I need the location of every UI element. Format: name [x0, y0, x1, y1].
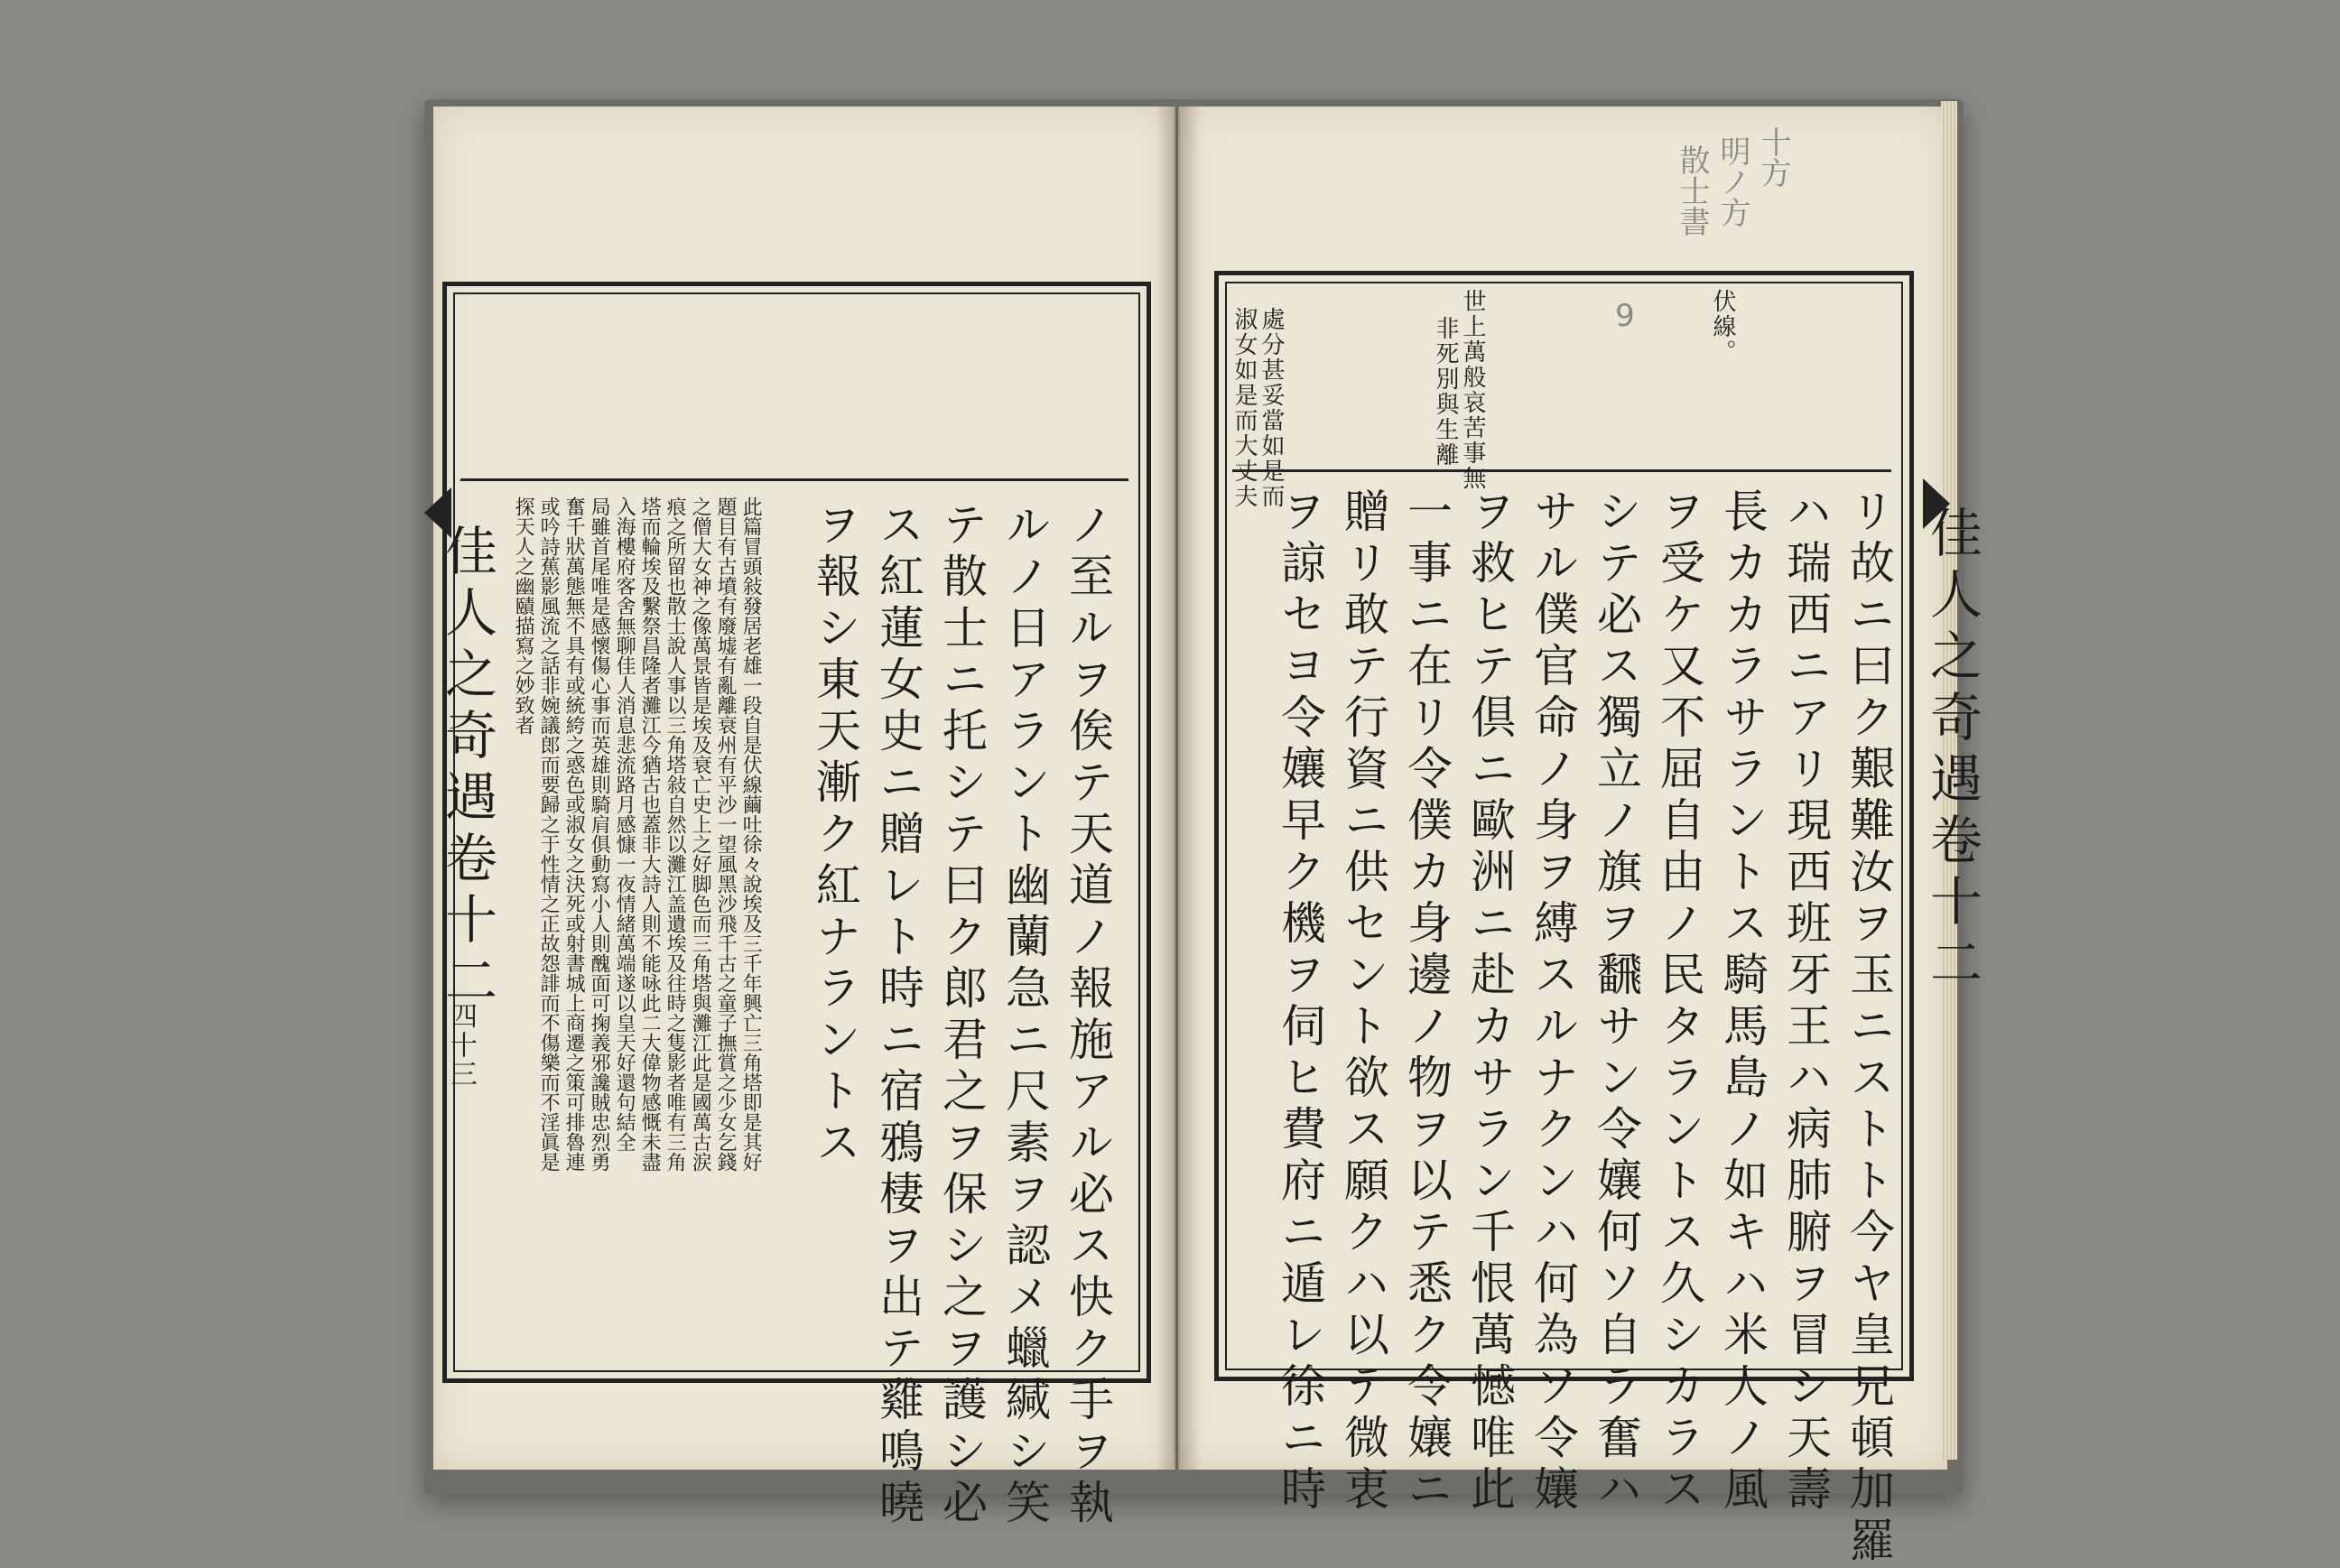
- left-commentary-col-9: 或吟詩蕉影風流之話非婉議郎而要歸之于性情之正故怨誹而不傷樂而不淫眞是: [537, 496, 561, 1172]
- left-commentary-col-2: 題目有古墳有廢墟有亂離衰州有平沙一望風黑沙飛千古之童子撫賞之少女乞錢: [714, 496, 738, 1172]
- right-head-note-1: 伏線。: [1709, 289, 1736, 365]
- left-main-col-1: ノ至ルヲ俟テ天道ノ報施アル必ス快ク手ヲ執: [1062, 501, 1114, 1530]
- right-main-col-8: 一事ニ在リ令僕カ身邊ノ物ヲ以テ悉ク令孃ニ: [1400, 487, 1453, 1517]
- left-commentary-col-4: 痕之所留也散士說人事以三角塔敍自然以灘江盖遺埃及往時之隻影者唯有三角: [664, 496, 687, 1172]
- pencil-note-2: 明ノ方: [1714, 135, 1750, 227]
- left-folio: 四十三: [445, 1002, 477, 1089]
- left-commentary-col-7: 局雖首尾唯是感懷傷心事而英雄則騎肩俱動寫小人則醜面可掬義邪讒賊忠烈勇: [588, 496, 611, 1172]
- left-main-col-3: テ散士ニ托シテ曰ク郎君之ヲ保シ之ヲ護シ必: [935, 501, 988, 1530]
- left-commentary-col-5: 塔而輪埃及繫祭昌隆者灘江今猶古也蓋非大詩人則不能咏此二大偉物感慨未盡: [638, 496, 662, 1172]
- left-main-col-5: ヲ報シ東天漸ク紅ナラントス: [809, 501, 861, 1170]
- right-main-col-10: ヲ諒セヨ令孃早ク機ヲ伺ヒ費府ニ遁レ徐ニ時: [1274, 487, 1326, 1517]
- right-main-col-2: ハ瑞西ニアリ現西班牙王ハ病肺腑ヲ冒シ天壽: [1779, 487, 1832, 1517]
- right-head-note-2: 世上萬般哀苦事無: [1459, 289, 1486, 491]
- right-head-note-4: 處分甚妥當如是而: [1258, 307, 1285, 509]
- left-commentary-col-10: 探天人之幽賾描寫之妙致者: [512, 496, 535, 735]
- left-commentary-col-8: 奮千狀萬態無不具有或統絝之惑色或淑女之決死或射書城上商遷之策可排魯連: [562, 496, 586, 1172]
- right-main-col-6: サル僕官命ノ身ヲ縛スルナクンハ何為ソ令孃: [1527, 487, 1579, 1517]
- right-main-col-1: リ故ニ曰ク艱難汝ヲ玉ニストト今ヤ皇兄頓加羅: [1843, 487, 1895, 1568]
- pencil-note-4: 9: [1607, 298, 1643, 334]
- book-gutter: [1156, 107, 1201, 1470]
- right-head-rule: [1232, 469, 1891, 472]
- left-commentary-col-3: 之僧大女神之像萬景皆是埃及衰亡史上之好脚色而三角塔與灘江此是國萬古涙: [689, 496, 712, 1172]
- right-head-note-3: 非死別與生離: [1432, 316, 1459, 468]
- right-head-note-5: 淑女如是而大丈夫: [1230, 307, 1258, 509]
- left-commentary-col-6: 入海樓府客舍無聊佳人消息悲流路月感慷一夜情緒萬端遂以皇天好還句結全: [613, 496, 636, 1152]
- left-commentary-col-1: 此篇冒頭敍發居老雄一段自是伏線繭吐徐々說埃及三千年興亡三角塔即是其好: [739, 496, 763, 1172]
- right-margin-title: 佳人之奇遇卷十二: [1921, 506, 1982, 997]
- right-main-col-9: 贈リ敢テ行資ニ供セント欲ス願クハ以テ微衷: [1337, 487, 1389, 1517]
- left-main-col-2: ルノ日アラント幽蘭急ニ尺素ヲ認メ蠟緘シ笑: [998, 501, 1051, 1530]
- left-head-rule: [460, 478, 1128, 481]
- pencil-note-1: 十方: [1755, 126, 1791, 188]
- right-main-col-7: ヲ救ヒテ倶ニ歐洲ニ赴カサラン千恨萬憾唯此: [1463, 487, 1516, 1517]
- left-margin-title: 佳人之奇遇卷十二: [436, 524, 497, 1015]
- right-main-col-5: シテ必ス獨立ノ旗ヲ飜サン令孃何ソ自ラ奮ハ: [1590, 487, 1642, 1517]
- left-main-col-4: ス紅蓮女史ニ贈レト時ニ宿鴉棲ヲ出テ雞鳴曉: [872, 501, 924, 1530]
- right-main-col-3: 長カカラサラントス騎馬島ノ如キハ米人ノ風: [1716, 487, 1769, 1517]
- right-main-col-4: ヲ受ケ又不屈自由ノ民タラントス久シカラス: [1653, 487, 1705, 1517]
- pencil-note-3: 散士書: [1674, 144, 1710, 237]
